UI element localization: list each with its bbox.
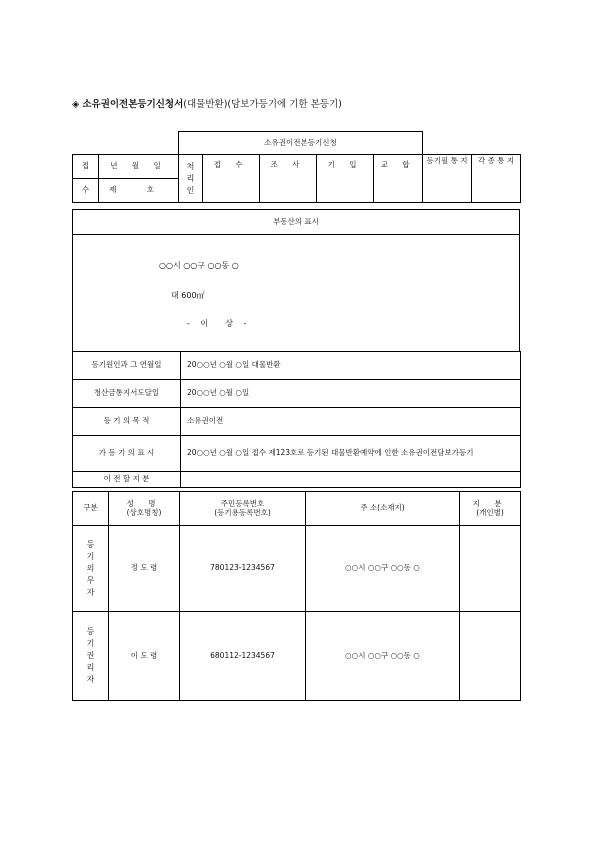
col-share: 지 분 (개인별) xyxy=(460,492,521,526)
property-end: - 이 상 - xyxy=(187,319,251,328)
col-addr: 주 소(소재지) xyxy=(306,492,460,526)
row-value-notice: 20○○년 ○월 ○일 xyxy=(181,380,521,408)
col-reg: 주민등록번호 (등기용등록번호) xyxy=(180,492,306,526)
table-row xyxy=(73,526,521,612)
col-jeopsu: 접 수 xyxy=(203,155,260,203)
row-value-share xyxy=(181,472,521,488)
obligor-addr: ○○시 ○○구 ○○동 ○ xyxy=(306,526,460,612)
title-paren2: (담보가등기에 기한 본등기) xyxy=(227,99,342,110)
holder-share xyxy=(460,612,521,701)
holder-addr: ○○시 ○○구 ○○동 ○ xyxy=(306,612,460,701)
role-holder: 등기권리자 xyxy=(73,612,109,701)
obligor-reg: 780123-1234567 xyxy=(180,526,306,612)
date-label: 년 월 일 xyxy=(99,155,179,179)
col-deunggipil: 등기필 통 지 xyxy=(423,155,472,203)
col-gakjong: 각 종 통 지 xyxy=(472,155,521,203)
property-heading: 부동산의 표시 xyxy=(73,210,519,235)
diamond-marker-icon: ◈ xyxy=(72,99,80,110)
row-value-provisional: 20○○년 ○월 ○일 접수 제123호로 등기된 대물반환예약에 인한 소유권이전담보가등기 xyxy=(181,436,521,472)
role-obligor: 등기의무자 xyxy=(73,526,109,612)
su-label: 수 xyxy=(73,179,99,203)
jeopsu-label: 접 xyxy=(73,155,99,179)
form-title: 소유권이전본등기신청 xyxy=(179,132,423,155)
row-label-notice: 청산금통지서도달일 xyxy=(73,380,181,408)
row-label-purpose: 등 기 의 목 적 xyxy=(73,408,181,436)
row-label-share: 이 전 할 지 분 xyxy=(73,472,181,488)
property-address: ○○시 ○○구 ○○동 ○ xyxy=(159,261,239,270)
col-josa: 조 사 xyxy=(260,155,317,203)
receipt-table xyxy=(72,131,521,203)
row-label-cause: 등기원인과 그 연월일 xyxy=(73,352,181,380)
col-gubun: 구분 xyxy=(73,492,109,526)
holder-name: 이 도 령 xyxy=(109,612,180,701)
col-giip: 기 입 xyxy=(317,155,374,203)
row-value-purpose: 소유권이전 xyxy=(181,408,521,436)
title-paren1: (대물반환) xyxy=(183,99,228,110)
registration-info-table xyxy=(72,351,521,488)
obligor-share xyxy=(460,526,521,612)
property-section xyxy=(72,209,520,352)
no-label: 제 호 xyxy=(99,179,179,203)
col-name: 성 명 (상호명칭) xyxy=(109,492,180,526)
cheori-label: 처리인 xyxy=(179,155,203,203)
title-main: 소유권이전본등기신청서 xyxy=(82,99,184,110)
obligor-name: 정 도 령 xyxy=(109,526,180,612)
holder-reg: 680112-1234567 xyxy=(180,612,306,701)
parties-table xyxy=(72,491,521,701)
row-value-cause: 20○○년 ○월 ○일 대물반환 xyxy=(181,352,521,380)
col-gyohap: 교 합 xyxy=(374,155,423,203)
table-row xyxy=(73,612,521,701)
page-title xyxy=(72,96,342,110)
property-area: 대 600㎡ xyxy=(171,291,205,300)
row-label-provisional: 가 등 기 의 표 시 xyxy=(73,436,181,472)
